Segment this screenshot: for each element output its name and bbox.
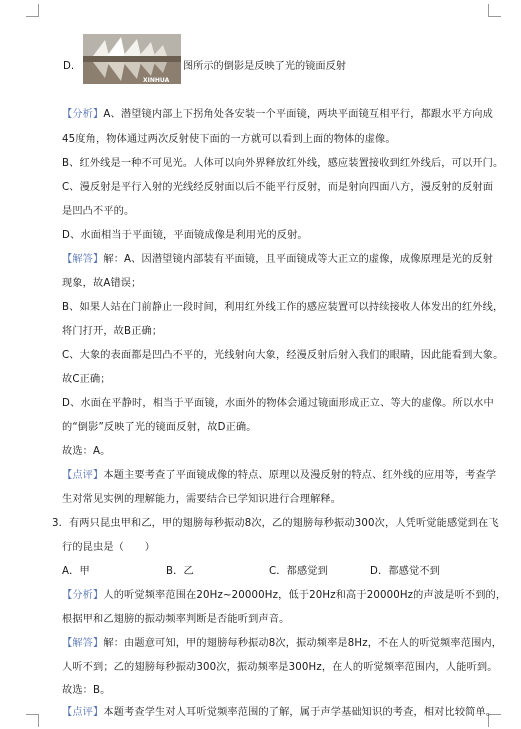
solution-tag: 【解答】 — [62, 638, 104, 649]
opera-house-reflection-photo — [83, 34, 181, 84]
q2-analysis-line: B、红外线是一种不可见光。人体可以向外界释放红外线，感应装置接收到红外线后，可以开门。 — [62, 158, 504, 169]
analysis-tag: 【分析】 — [62, 109, 104, 120]
q2-comment-line: 生对常见实例的理解能力，需要结合已学知识进行合理解释。 — [62, 494, 342, 505]
q2-analysis-line: 45度角，物体通过两次反射使下面的一方就可以看到上面的物体的虚像。 — [62, 134, 396, 145]
q2-comment-line: 【点评】本题主要考查了平面镜成像的特点、原理以及漫反射的特点、红外线的应用等，考查学 — [62, 470, 497, 481]
q3-question-line: 3．有两只昆虫甲和乙，甲的翅膀每秒振动8次，乙的翅膀每秒振动300次，人凭听觉能感觉到在飞 — [52, 518, 499, 529]
q3-answer-line: 故选：B。 — [62, 685, 111, 696]
q3-question-line: 行的昆虫是（ ） — [62, 542, 156, 553]
q3-option-a: A．甲 — [62, 566, 90, 577]
q2-solution-line: 的“倒影”反映了光的镜面反射，故D正确。 — [62, 422, 257, 433]
q3-comment-line: 【点评】本题考查学生对人耳听觉频率范围的了解，属于声学基础知识的考查，相对比较简单。 — [62, 707, 497, 718]
option-d-caption: 图所示的倒影是反映了光的镜面反射 — [183, 61, 346, 72]
q3-analysis-line: 【分析】人的听觉频率范围在20Hz~20000Hz，低于20Hz和高于20000Hz的声波是听不到的， — [62, 590, 507, 601]
q3-solution-line: 【解答】解：由题意可知，甲的翅膀每秒振动8次，振动频率是8Hz，不在人的听觉频率范围内， — [62, 638, 503, 649]
q2-solution-line: 【解答】解：A、因潜望镜内部装有平面镜，且平面镜成等大正立的虚像，成像原理是光的反射 — [62, 254, 493, 265]
q2-solution-line: 故C正确； — [62, 374, 111, 385]
q2-analysis-line: 【分析】A、潜望镜内部上下拐角处各安装一个平面镜，两块平面镜互相平行，都跟水平方向成 — [62, 109, 493, 120]
q3-solution-line: 人听不到；乙的翅膀每秒振动300次，振动频率是300Hz，在人的听觉频率范围内，人能听到。 — [62, 662, 498, 673]
q2-solution-line: 现象，故A错误； — [62, 278, 142, 289]
q2-solution-line: C、大象的表面都是凹凸不平的，光线射向大象，经漫反射后射入我们的眼睛，因此能看到大象。 — [62, 350, 504, 361]
solution-tag: 【解答】 — [62, 254, 104, 265]
option-d-label: D. — [63, 61, 75, 72]
q3-option-c: C．都感觉到 — [269, 566, 328, 577]
q2-analysis-line: C、漫反射是平行入射的光线经反射面以后不能平行反射，而是射向四面八方，漫反射的反射面 — [62, 182, 494, 193]
crop-mark-top-right — [488, 4, 501, 17]
analysis-tag: 【分析】 — [62, 590, 104, 601]
crop-mark-top-left — [26, 4, 39, 17]
q2-solution-line: 将门打开，故B正确； — [62, 326, 163, 337]
crop-mark-bottom-left — [26, 714, 39, 727]
q3-analysis-line: 根据甲和乙翅膀的振动频率判断是否能听到声音。 — [62, 614, 290, 625]
watermark-text: XINHUA — [143, 77, 170, 84]
q2-analysis-line: D、水面相当于平面镜，平面镜成像是利用光的反射。 — [62, 230, 308, 241]
q2-analysis-line: 是凹凸不平的。 — [62, 206, 135, 217]
q3-option-d: D．都感觉不到 — [370, 566, 441, 577]
comment-tag: 【点评】 — [62, 707, 104, 718]
comment-tag: 【点评】 — [62, 470, 104, 481]
q2-solution-line: B、如果人站在门前静止一段时间，利用红外线工作的感应装置可以持续接收人体发出的红外线， — [62, 302, 504, 313]
q2-answer-line: 故选：A。 — [62, 446, 111, 457]
q2-solution-line: D、水面在平静时，相当于平面镜，水面外的物体会通过镜面形成正立、等大的虚像。所以水中 — [62, 398, 494, 409]
q3-option-b: B．乙 — [166, 566, 194, 577]
